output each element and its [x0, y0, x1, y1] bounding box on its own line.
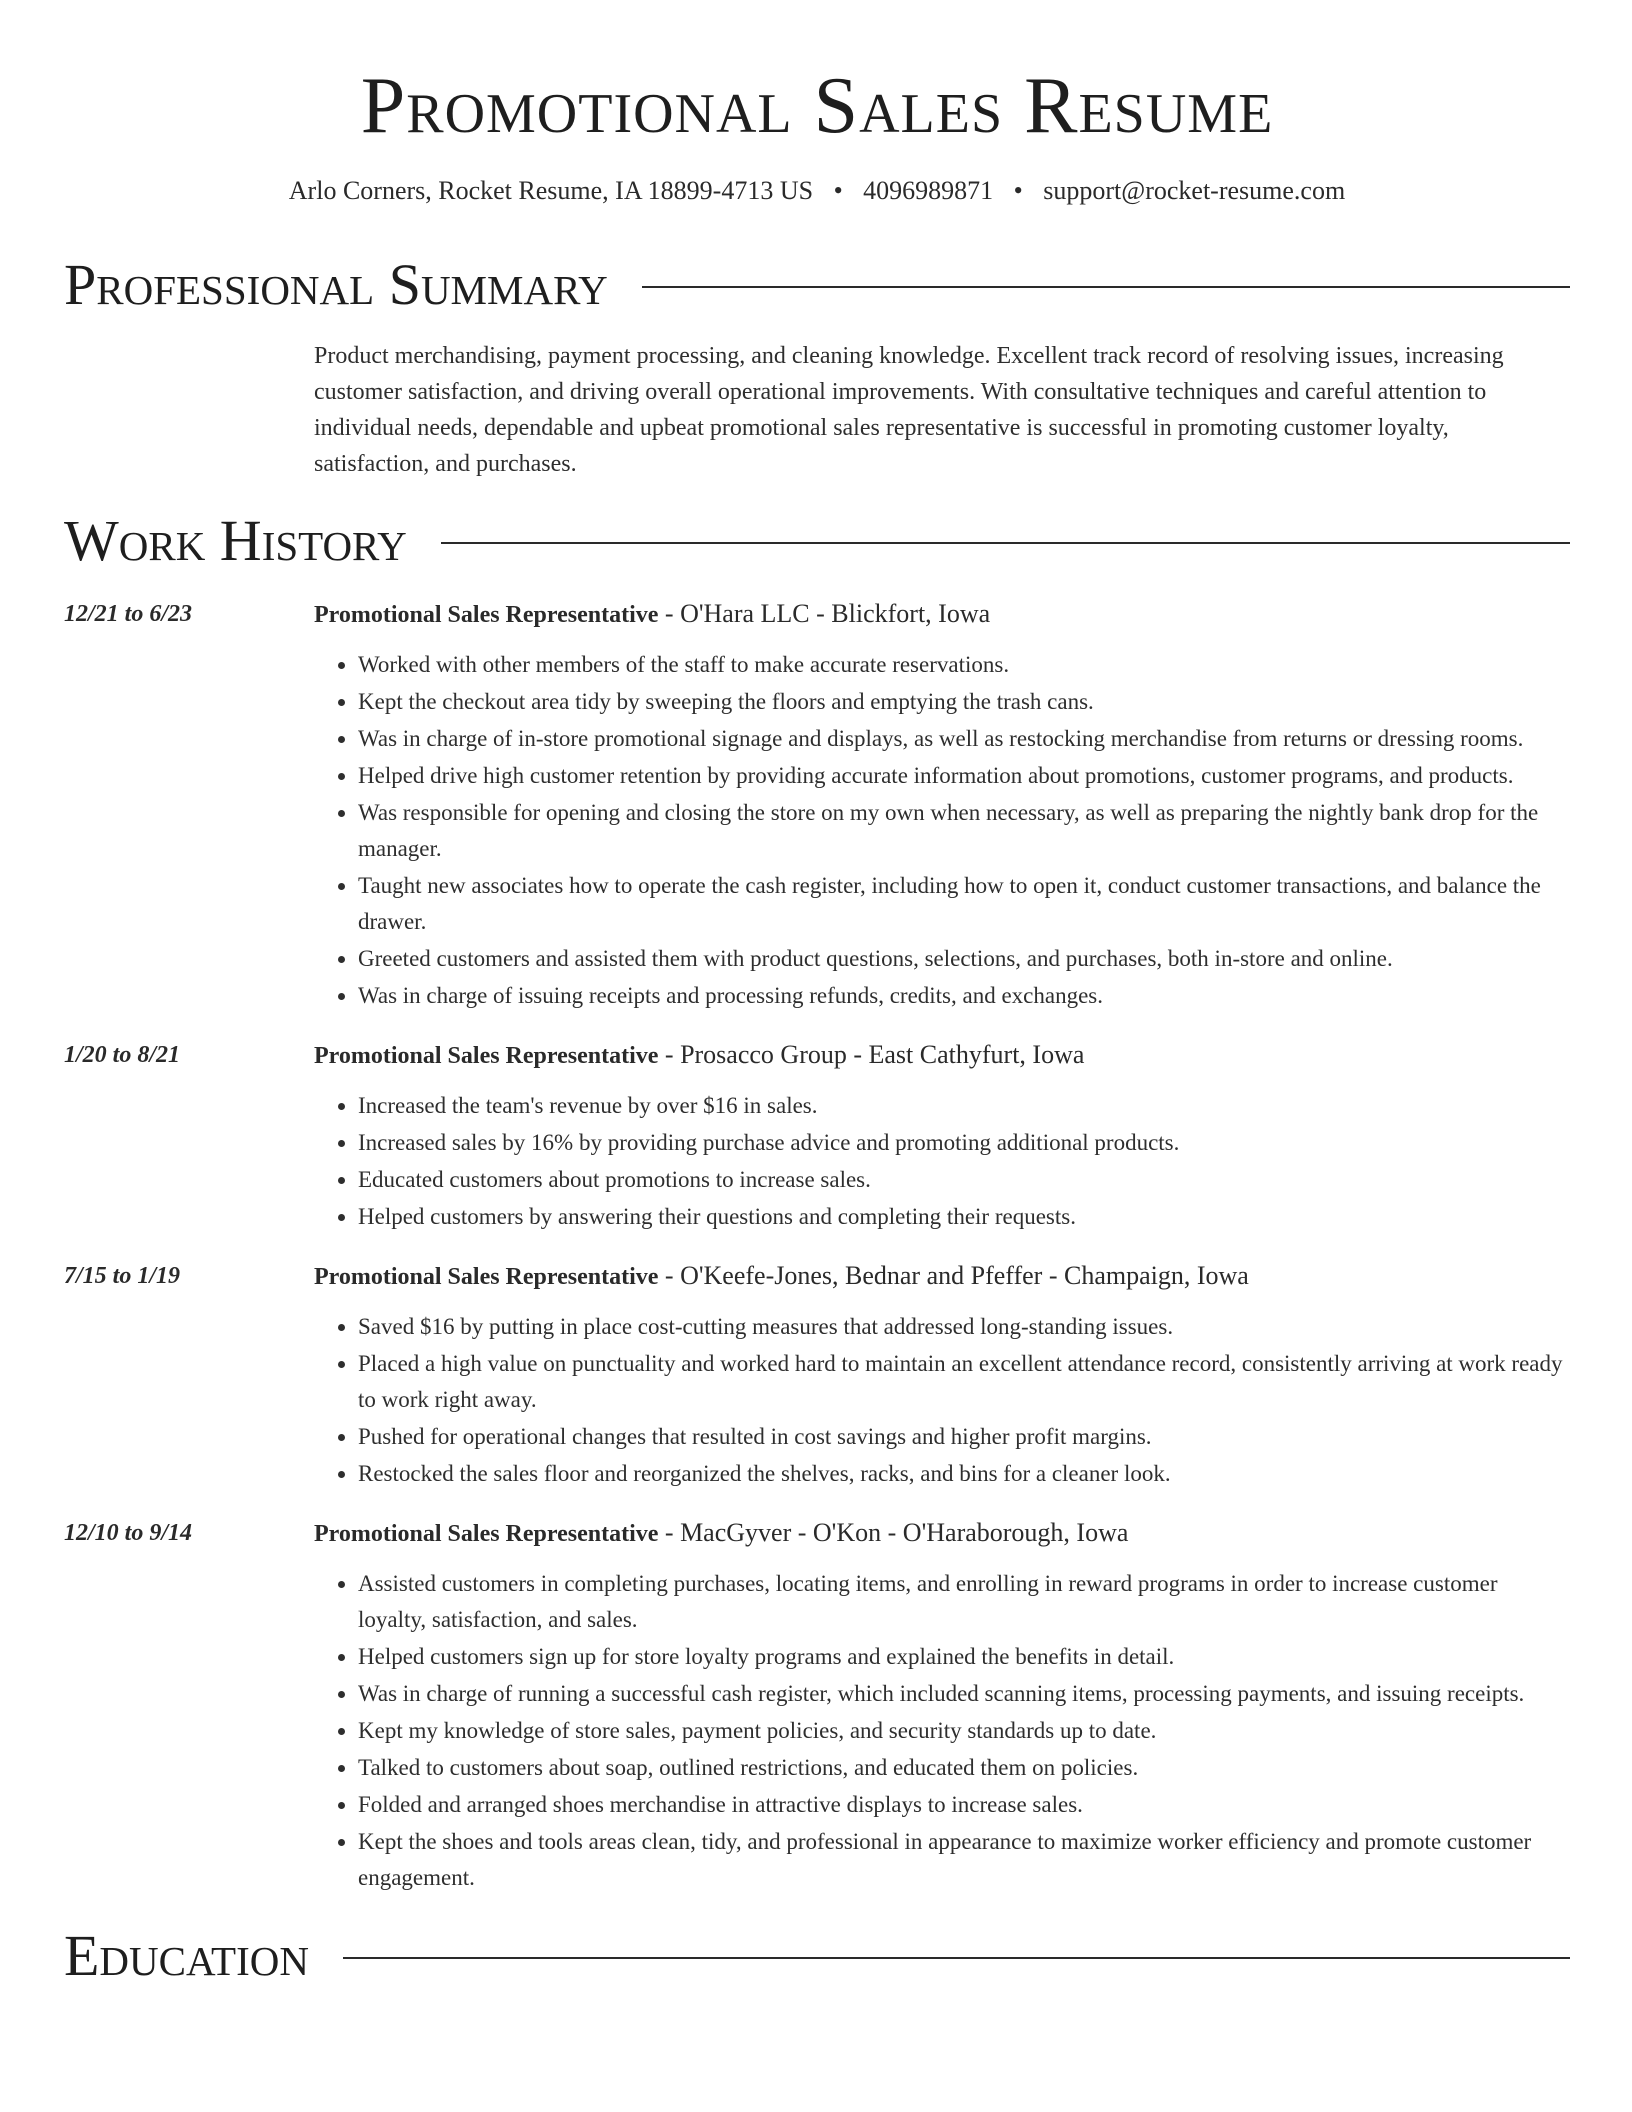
job-dates: 12/10 to 9/14: [64, 1520, 193, 1546]
job-title: Promotional Sales Representative: [314, 1264, 659, 1290]
job-company: - Prosacco Group - East Cathyfurt, Iowa: [658, 1040, 1085, 1069]
job-bullet: • Placed a high value on punctuality and worked hard to maintain an excellent attendance record, consistently arriving at work ready to work right away.: [358, 1346, 1570, 1418]
job-body: [314, 1037, 1570, 1236]
job-bullet: • Folded and arranged shoes merchandise in attractive displays to increase sales.: [358, 1787, 1570, 1823]
contact-separator: •: [833, 176, 843, 205]
job-bullet: • Helped customers by answering their questions and completing their requests.: [358, 1199, 1570, 1235]
job-bullets: [314, 1566, 1570, 1896]
contact-line: [64, 176, 1570, 206]
summary-heading: Professional Summary: [64, 252, 608, 317]
contact-phone: 4096989871: [863, 176, 994, 205]
job-bullet: • Was in charge of issuing receipts and processing refunds, credits, and exchanges.: [358, 978, 1570, 1014]
job-bullet: • Assisted customers in completing purchases, locating items, and enrolling in reward programs in order to increase customer loyalty, satisfaction, and sales.: [358, 1566, 1570, 1638]
job-title-line: [314, 596, 1570, 633]
job-bullet: • Helped customers sign up for store loyalty programs and explained the benefits in detail.: [358, 1639, 1570, 1675]
resume-title: Promotional Sales Resume: [360, 62, 1274, 150]
summary-text: Product merchandising, payment processing, and cleaning knowledge. Excellent track record of resolving issues, increasing customer satisfaction, and driving overall operational improvements. With consultative techniques and careful attention to individual needs, dependable and upbeat promotional sales representative is successful in promoting customer loyalty, satisfaction, and purchases.: [314, 343, 1504, 477]
job-title-line: [314, 1515, 1570, 1552]
education-heading: Education: [64, 1923, 309, 1988]
job-entry: [64, 1515, 1570, 1897]
job-bullet: • Greeted customers and assisted them with product questions, selections, and purchases, both in-store and online.: [358, 941, 1570, 977]
job-bullets: [314, 647, 1570, 1014]
job-bullet: • Kept the checkout area tidy by sweeping the floors and emptying the trash cans.: [358, 684, 1570, 720]
contact-email: support@rocket-resume.com: [1043, 176, 1346, 205]
education-section-header: [64, 1923, 1570, 1988]
work-heading: Work History: [64, 508, 407, 573]
job-title: Promotional Sales Representative: [314, 1521, 659, 1547]
job-bullet: • Saved $16 by putting in place cost-cutting measures that addressed long-standing issues.: [358, 1309, 1570, 1345]
job-bullet: • Talked to customers about soap, outlined restrictions, and educated them on policies.: [358, 1750, 1570, 1786]
section-divider: [642, 286, 1570, 288]
job-bullets: [314, 1088, 1570, 1235]
job-bullet: • Educated customers about promotions to increase sales.: [358, 1162, 1570, 1198]
job-title-line: [314, 1037, 1570, 1074]
job-entry: [64, 1037, 1570, 1236]
work-section-header: [64, 508, 1570, 573]
section-divider: [441, 542, 1570, 544]
job-body: [314, 596, 1570, 1015]
job-bullet: • Was responsible for opening and closing the store on my own when necessary, as well as preparing the nightly bank drop for the manager.: [358, 795, 1570, 867]
job-entry: [64, 596, 1570, 1015]
job-bullet: • Restocked the sales floor and reorganized the shelves, racks, and bins for a cleaner look.: [358, 1456, 1570, 1492]
work-history-list: [64, 596, 1570, 1897]
summary-section-header: [64, 252, 1570, 317]
section-divider: [343, 1957, 1570, 1959]
job-company: - O'Keefe-Jones, Bednar and Pfeffer - Champaign, Iowa: [658, 1261, 1249, 1290]
job-bullet: • Increased sales by 16% by providing purchase advice and promoting additional products.: [358, 1125, 1570, 1161]
job-bullets: [314, 1309, 1570, 1492]
job-bullet: • Pushed for operational changes that resulted in cost savings and higher profit margins.: [358, 1419, 1570, 1455]
job-title: Promotional Sales Representative: [314, 1043, 659, 1069]
job-company: - MacGyver - O'Kon - O'Haraborough, Iowa: [658, 1518, 1129, 1547]
job-bullet: • Kept my knowledge of store sales, payment policies, and security standards up to date.: [358, 1713, 1570, 1749]
job-bullet: • Was in charge of running a successful cash register, which included scanning items, processing payments, and issuing receipts.: [358, 1676, 1570, 1712]
job-title: Promotional Sales Representative: [314, 602, 659, 628]
job-dates: 7/15 to 1/19: [64, 1263, 181, 1289]
job-dates: 1/20 to 8/21: [64, 1042, 181, 1068]
job-bullet: • Was in charge of in-store promotional signage and displays, as well as restocking merchandise from returns or dressing rooms.: [358, 721, 1570, 757]
job-bullet: • Taught new associates how to operate the cash register, including how to open it, conduct customer transactions, and balance the drawer.: [358, 868, 1570, 940]
contact-separator: •: [1013, 176, 1023, 205]
job-entry: [64, 1258, 1570, 1493]
job-bullet: • Increased the team's revenue by over $16 in sales.: [358, 1088, 1570, 1124]
job-dates: 12/21 to 6/23: [64, 601, 193, 627]
job-bullet: • Helped drive high customer retention by providing accurate information about promotions, customer programs, and products.: [358, 758, 1570, 794]
job-bullet: • Worked with other members of the staff to make accurate reservations.: [358, 647, 1570, 683]
contact-address: Arlo Corners, Rocket Resume, IA 18899-4713 US: [288, 176, 814, 205]
job-title-line: [314, 1258, 1570, 1295]
job-body: [314, 1258, 1570, 1493]
job-company: - O'Hara LLC - Blickfort, Iowa: [658, 599, 991, 628]
job-bullet: • Kept the shoes and tools areas clean, tidy, and professional in appearance to maximize worker efficiency and promote customer engagement.: [358, 1824, 1570, 1896]
job-body: [314, 1515, 1570, 1897]
